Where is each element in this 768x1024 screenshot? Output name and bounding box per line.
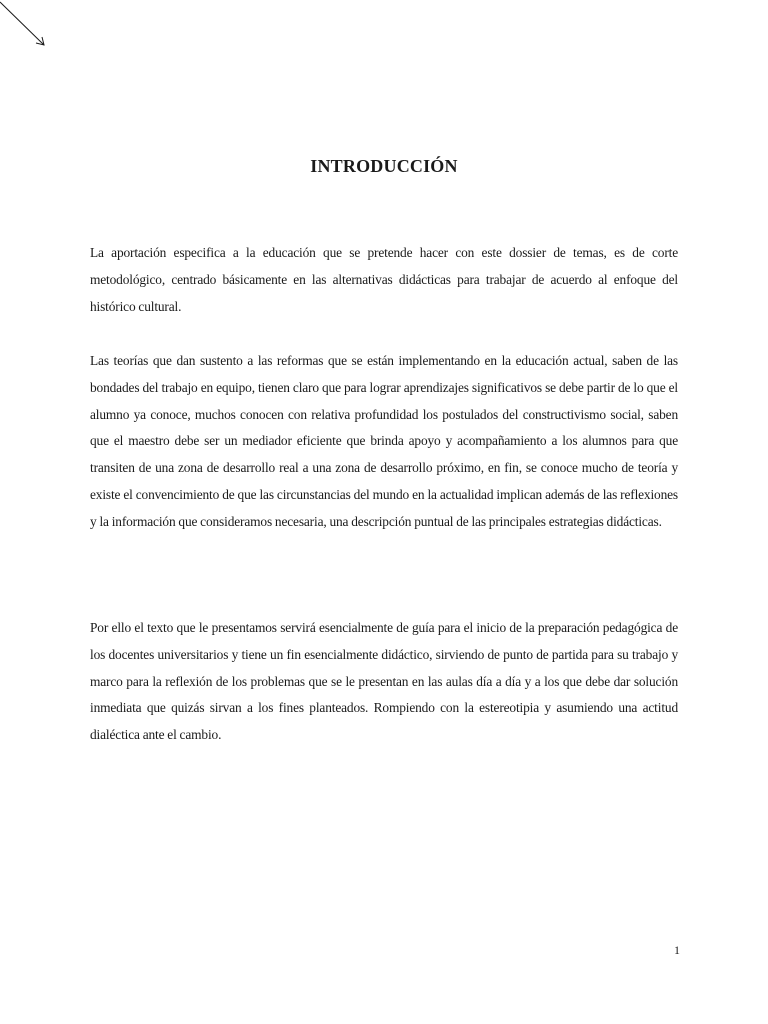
arrow-down-right-icon	[0, 0, 50, 50]
page-number: 1	[674, 943, 680, 957]
paragraph-2: Las teorías que dan sustento a las reformas que se están implementando en la educación actual, saben de las bondades del trabajo en equipo, tienen claro que para lograr aprendizajes significativos se debe partir de lo que el alumno ya conoce, muchos conocen con relativa profundidad los postulados del constructivismo social, saben que el maestro debe ser un mediador eficiente que brinda apoyo y acompañamiento a los alumnos para que transiten de una zona de desarrollo real a una zona de desarrollo próximo, en fin, se conoce mucho de teoría y existe el convencimiento de que las circunstancias del mundo en la actualidad implican además de las reflexiones y la información que consideramos necesaria, una descripción puntual de las principales estrategias didácticas.	[90, 353, 678, 529]
document-title: INTRODUCCIÓN	[310, 156, 458, 176]
paragraph-1: La aportación especifica a la educación que se pretende hacer con este dossier de temas, es de corte metodológico, centrado básicamente en las alternativas didácticas para trabajar de acuerdo al enfoque del histórico cultural.	[90, 245, 678, 314]
paragraph-3: Por ello el texto que le presentamos servirá esencialmente de guía para el inicio de la preparación pedagógica de los docentes universitarios y tiene un fin esencialmente didáctico, sirviendo de punto de partida para su trabajo y marco para la reflexión de los problemas que se le presentan en las aulas día a día y a los que debe dar solución inmediata que quizás sirvan a los fines planteados. Rompiendo con la estereotipia y asumiendo una actitud dialéctica ante el cambio.	[90, 620, 678, 743]
